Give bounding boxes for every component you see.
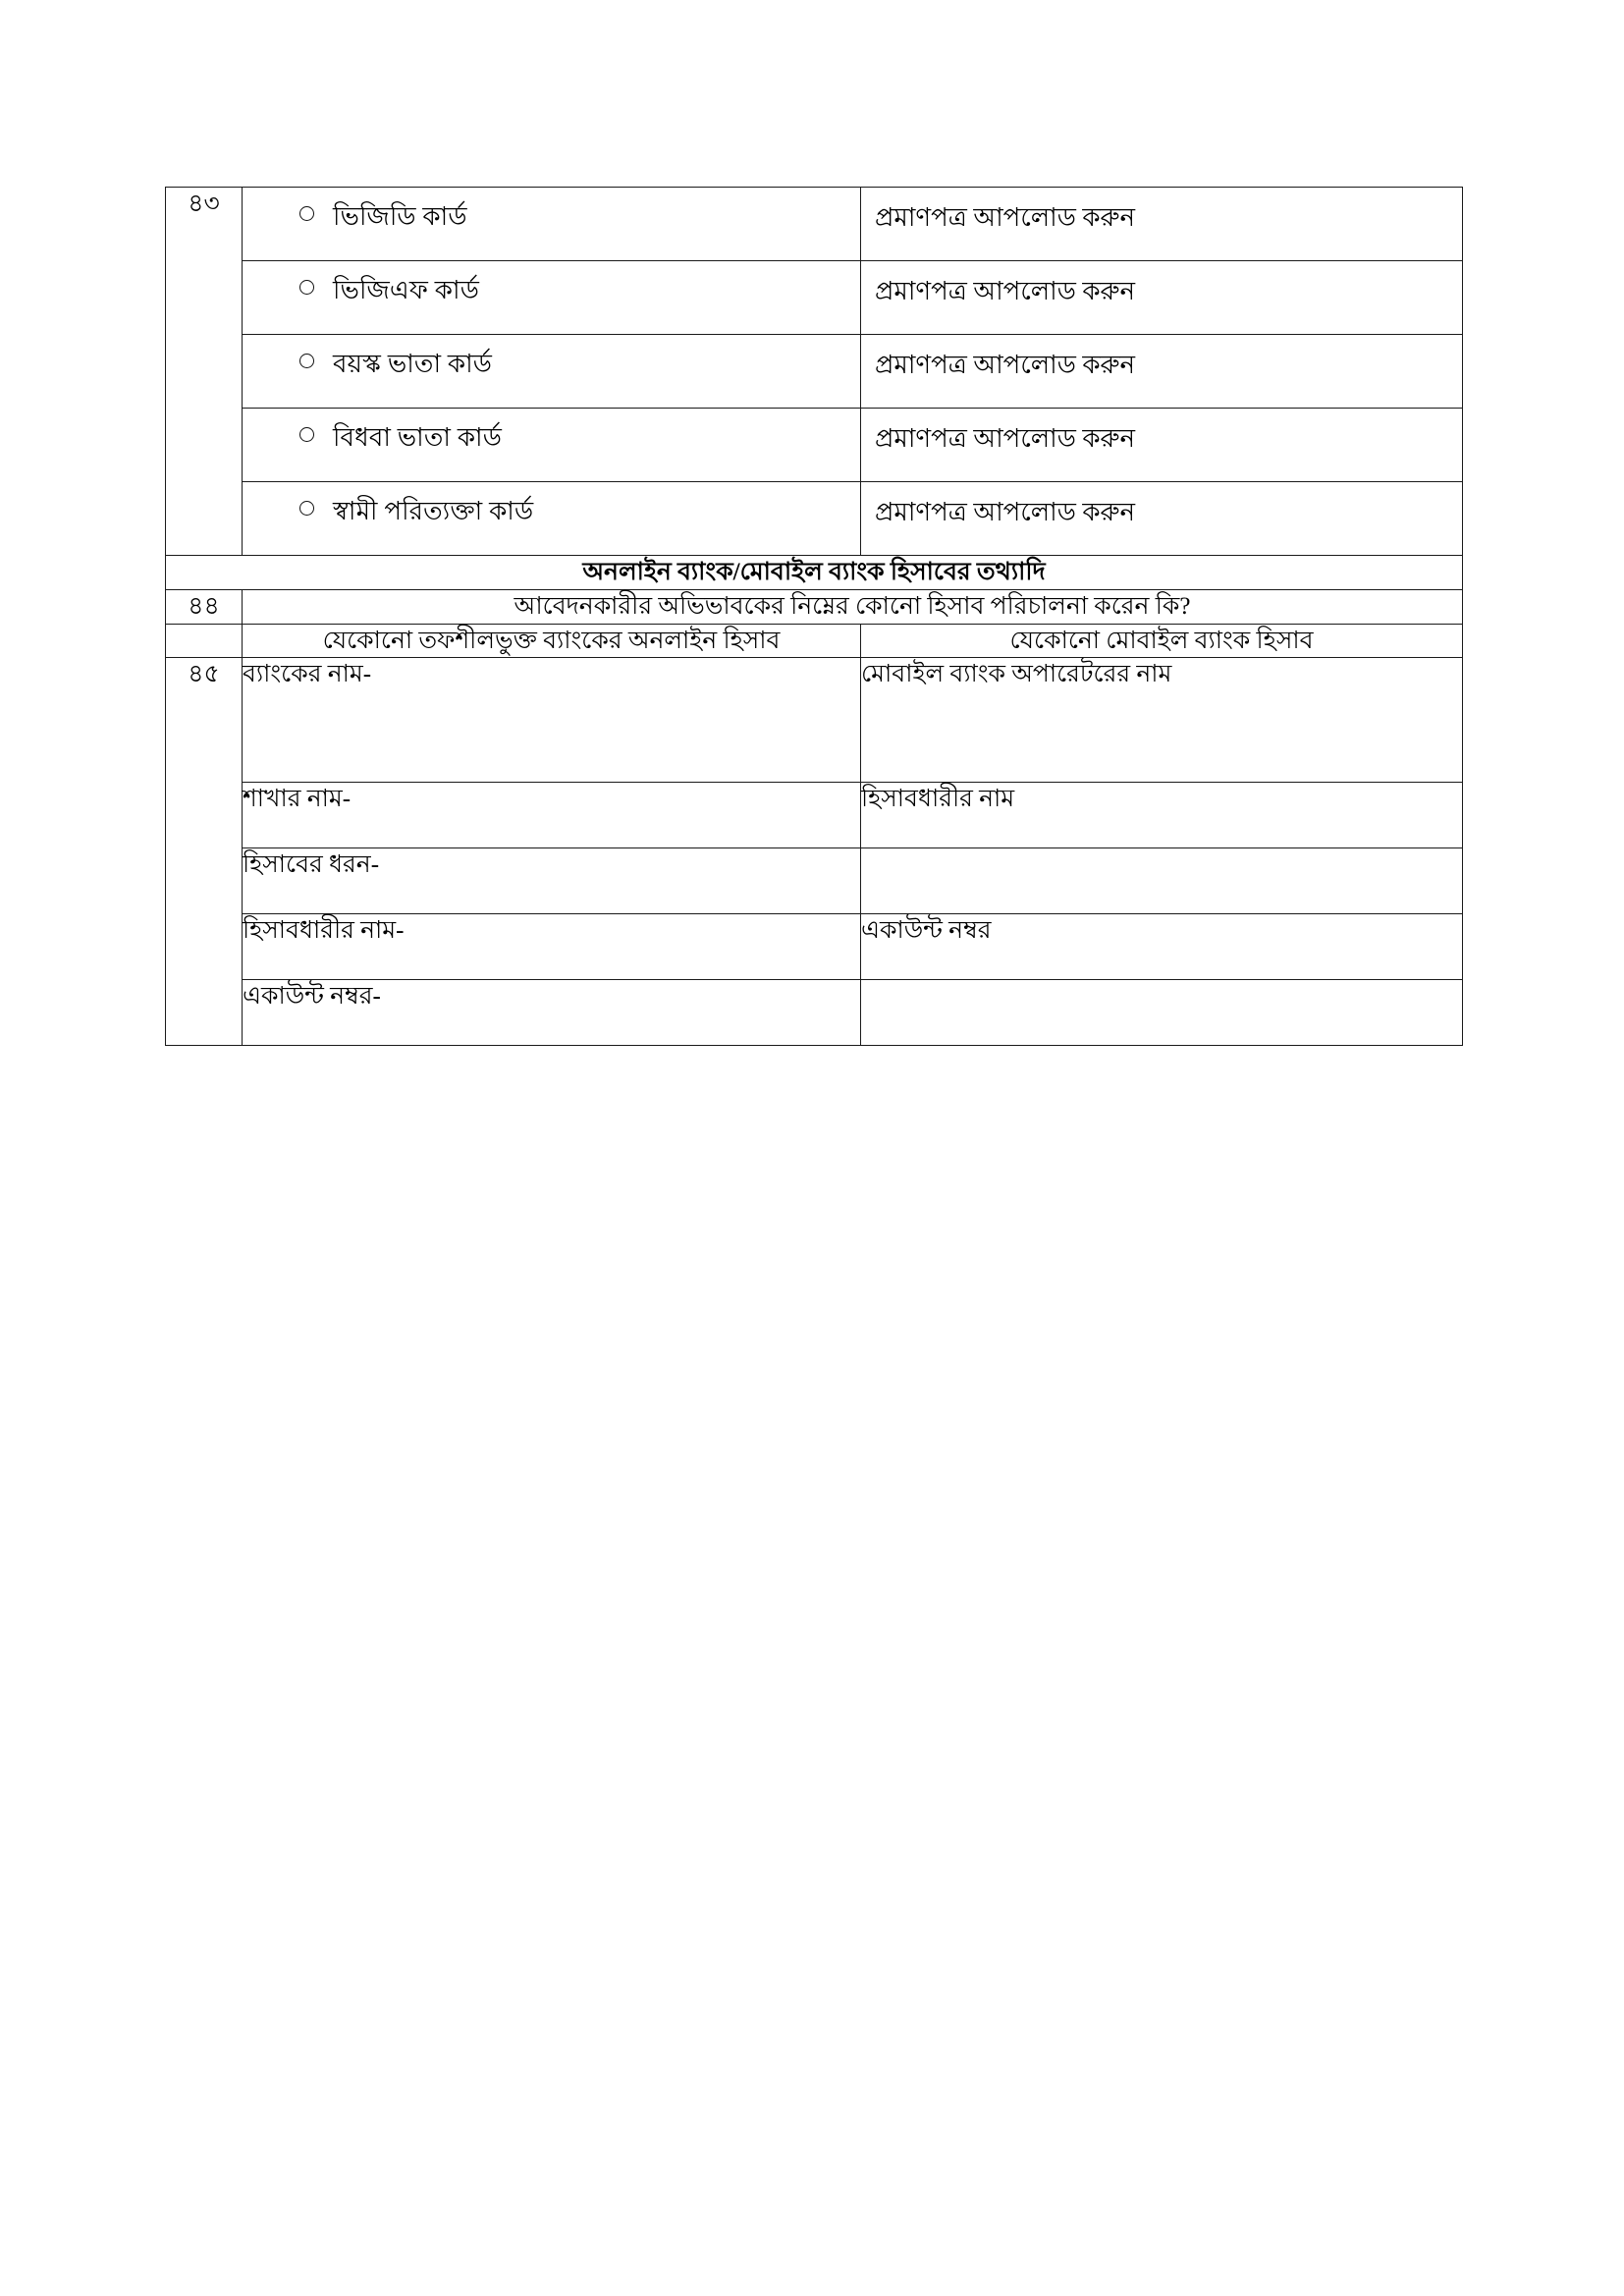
option-label: ভিজিএফ কার্ড [333,276,480,304]
table-row [166,783,1463,848]
option-label: স্বামী পরিত্যক্তা কার্ড [333,497,534,525]
table-row [166,556,1463,590]
option-label: বয়স্ক ভাতা কার্ড [333,350,493,378]
table-row [166,188,1463,261]
upload-action-cell[interactable] [861,409,1463,482]
field-mobile-account-number[interactable]: একাউন্ট নম্বর [861,914,1463,980]
column-header-mobile-bank: যেকোনো মোবাইল ব্যাংক হিসাব [861,624,1463,658]
column-header-online-bank: যেকোনো তফশীলভুক্ত ব্যাংকের অনলাইন হিসাব [243,624,861,658]
option-row[interactable] [243,261,860,307]
row-number-44: ৪৪ [166,589,243,624]
table-row [166,261,1463,335]
field-mobile-account-holder-name[interactable]: হিসাবধারীর নাম [861,783,1463,848]
upload-action-cell[interactable] [861,261,1463,335]
empty-number-cell [166,624,243,658]
radio-circle-icon[interactable] [299,273,333,295]
option-label: ভিজিডি কার্ড [333,202,467,231]
upload-action-cell[interactable] [861,188,1463,261]
table-row [166,335,1463,409]
field-mobile-blank-1[interactable] [861,848,1463,914]
field-account-number[interactable]: একাউন্ট নম্বর- [243,980,861,1046]
bank-section-title: অনলাইন ব্যাংক/মোবাইল ব্যাংক হিসাবের তথ্যাদি [166,556,1463,590]
field-account-holder-name[interactable]: হিসাবধারীর নাম- [243,914,861,980]
radio-circle-icon[interactable] [299,199,333,221]
card-option-cell[interactable] [243,188,861,261]
field-account-type[interactable]: হিসাবের ধরন- [243,848,861,914]
field-bank-name[interactable]: ব্যাংকের নাম- [243,658,861,783]
table-row [166,409,1463,482]
bank-question-text: আবেদনকারীর অভিভাবকের নিম্নের কোনো হিসাব পরিচালনা করেন কি? [243,589,1463,624]
upload-label: প্রমাণপত্র আপলোড করুন [875,498,1135,526]
radio-circle-icon[interactable] [299,494,333,516]
card-option-cell[interactable] [243,409,861,482]
card-option-cell[interactable] [243,261,861,335]
field-mobile-blank-2[interactable] [861,980,1463,1046]
upload-label: প্রমাণপত্র আপলোড করুন [875,424,1135,453]
table-row [166,589,1463,624]
option-row[interactable] [243,335,860,381]
card-option-cell[interactable] [243,335,861,409]
row-number-45: ৪৫ [166,658,243,1046]
card-option-cell[interactable] [243,482,861,556]
upload-label: প্রমাণপত্র আপলোড করুন [875,351,1135,379]
radio-circle-icon[interactable] [299,347,333,368]
field-branch-name[interactable]: শাখার নাম- [243,783,861,848]
table-row [166,658,1463,783]
upload-action-cell[interactable] [861,335,1463,409]
upload-label: প্রমাণপত্র আপলোড করুন [875,277,1135,305]
field-mobile-operator-name[interactable]: মোবাইল ব্যাংক অপারেটরের নাম [861,658,1463,783]
table-row [166,980,1463,1046]
row-number-43: ৪৩ [166,188,243,556]
upload-label: প্রমাণপত্র আপলোড করুন [875,203,1135,232]
table-row [166,848,1463,914]
option-row[interactable] [243,482,860,528]
upload-action-cell[interactable] [861,482,1463,556]
application-form-table [165,187,1463,1046]
radio-circle-icon[interactable] [299,420,333,442]
option-row[interactable] [243,409,860,455]
option-row[interactable] [243,188,860,234]
option-label: বিধবা ভাতা কার্ড [333,423,503,452]
table-row [166,482,1463,556]
table-row [166,624,1463,658]
table-row [166,914,1463,980]
